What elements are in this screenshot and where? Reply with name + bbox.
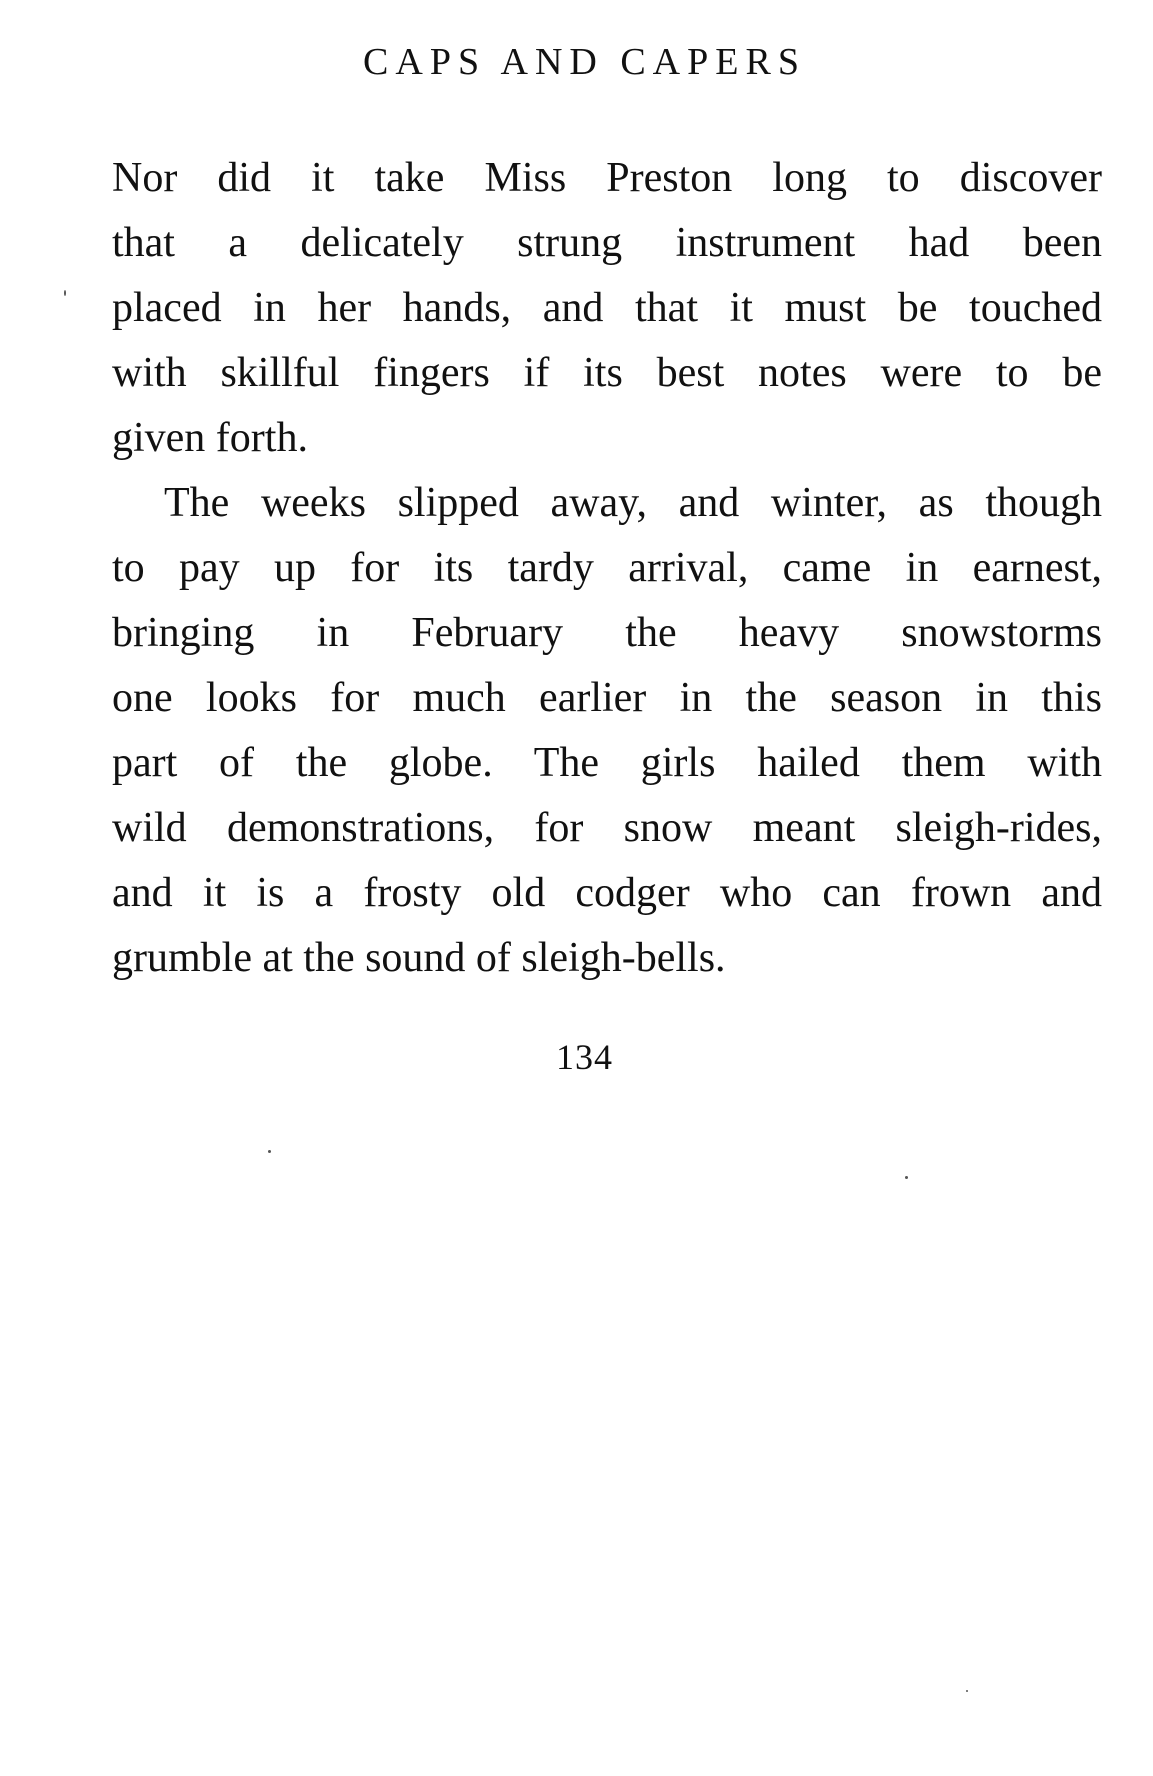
paragraph-2 (112, 471, 1102, 991)
text-line: wild demonstrations, for snow meant sleigh-rides, (112, 805, 1102, 851)
body-text (112, 146, 1102, 991)
scan-speck (268, 1150, 271, 1153)
text-line: that a delicately strung instrument had been (112, 220, 1102, 266)
text-line: to pay up for its tardy arrival, came in earnest, (112, 545, 1102, 591)
page-number: 134 (556, 1037, 613, 1077)
text-line: grumble at the sound of sleigh-bells. (112, 935, 726, 981)
text-line: placed in her hands, and that it must be touched (112, 285, 1102, 331)
text-line: The weeks slipped away, and winter, as though (164, 480, 1102, 526)
text-line: with skillful fingers if its best notes were to be (112, 350, 1102, 396)
paragraph-1 (112, 146, 1102, 471)
text-line: given forth. (112, 415, 308, 461)
text-line: bringing in February the heavy snowstorms (112, 610, 1102, 656)
scan-speck (64, 290, 66, 296)
scan-speck (905, 1176, 908, 1179)
text-line: Nor did it take Miss Preston long to discover (112, 155, 1102, 201)
scan-speck (966, 1690, 968, 1692)
text-line: and it is a frosty old codger who can frown and (112, 870, 1102, 916)
text-line: one looks for much earlier in the season in this (112, 675, 1102, 721)
text-line: part of the globe. The girls hailed them with (112, 740, 1102, 786)
running-head: CAPS AND CAPERS (363, 41, 806, 83)
